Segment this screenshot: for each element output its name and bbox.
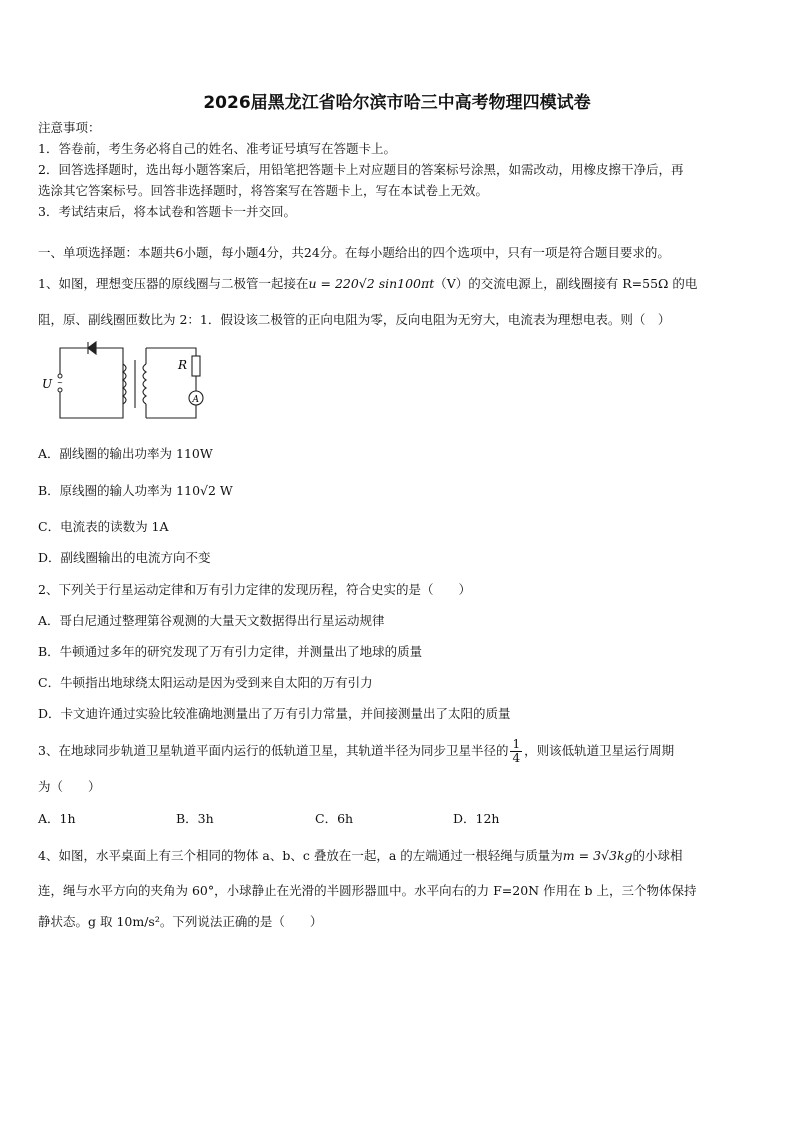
q1-option-c: C．电流表的读数为 1A: [38, 519, 169, 534]
q4-formula: m = 3√3kg: [562, 848, 633, 863]
q2-option-d: D．卡文迪许通过实验比较准确地测量出了万有引力常量，并间接测量出了太阳的质量: [38, 706, 511, 721]
q3-fraction-numerator: 1: [512, 737, 521, 751]
ammeter-label: A: [192, 395, 199, 405]
q3-stem-a: 3、在地球同步轨道卫星轨道平面内运行的低轨道卫星，其轨道半径为同步卫星半径的: [38, 743, 509, 758]
q3-stem-line1: [38, 734, 674, 768]
q3-stem-line2: 为（ ）: [38, 779, 101, 794]
q3-option-a: A．1h: [38, 811, 76, 826]
q1-option-d: D．副线圈输出的电流方向不变: [38, 550, 211, 565]
q4-stem-a: 4、如图，水平桌面上有三个相同的物体 a、b、c 叠放在一起，a 的左端通过一根轻绳与质量为: [38, 848, 563, 863]
notice-item-3: 3．考试结束后，将本试卷和答题卡一并交回。: [38, 204, 296, 219]
q1-option-b-unit: W: [215, 483, 233, 498]
ac-source-tilde: ~: [57, 379, 63, 387]
q3-fraction: [510, 738, 522, 765]
section-heading: 一、单项选择题：本题共6小题，每小题4分，共24分。在每小题给出的四个选项中，只有一项是符合题目要求的。: [38, 245, 670, 260]
transformer-circuit-diagram: [38, 338, 210, 428]
q2-option-a: A．哥白尼通过整理第谷观测的大量天文数据得出行星运动规律: [38, 613, 385, 628]
q1-option-a: A．副线圈的输出功率为 110W: [38, 446, 213, 461]
q1-stem-b: （V）的交流电源上，副线圈接有 R=55Ω 的电: [434, 276, 698, 291]
q1-stem-a: 1、如图，理想变压器的原线圈与二极管一起接在: [38, 276, 309, 291]
q3-stem-b: ，则该低轨道卫星运行周期: [524, 743, 675, 758]
q1-option-b: [38, 482, 233, 500]
q4-stem-line1: [38, 847, 683, 865]
q3-option-b: B．3h: [176, 811, 214, 826]
q1-stem-line2: 阻，原、副线圈匝数比为 2：1．假设该二极管的正向电阻为零，反向电阻为无穷大，电流表为理想电表。则（ ）: [38, 312, 671, 327]
q2-stem: 2、下列关于行星运动定律和万有引力定律的发现历程，符合史实的是（ ）: [38, 582, 471, 597]
q2-option-b: B．牛顿通过多年的研究发现了万有引力定律，并测量出了地球的质量: [38, 644, 423, 659]
page-title: 2026届黑龙江省哈尔滨市哈三中高考物理四模试卷: [203, 93, 591, 113]
q1-formula: u = 220√2 sin100πt: [308, 276, 435, 291]
resistor-label: R: [178, 358, 188, 372]
q1-option-b-text: B．原线圈的输人功率为 110: [38, 483, 201, 498]
q3-option-d: D．12h: [453, 811, 500, 826]
notice-item-2b: 选涂其它答案标号。回答非选择题时，将答案写在答题卡上，写在本试卷上无效。: [38, 183, 489, 198]
q1-option-b-radical: √2: [200, 483, 216, 498]
q2-option-c: C．牛顿指出地球绕太阳运动是因为受到来自太阳的万有引力: [38, 675, 373, 690]
q3-option-c: C．6h: [315, 811, 354, 826]
notice-heading: 注意事项：: [38, 120, 101, 135]
q1-stem-line1: [38, 275, 697, 293]
q4-stem-line3: 静状态。g 取 10m/s²。下列说法正确的是（ ）: [38, 914, 323, 929]
q4-stem-line2: 连，绳与水平方向的夹角为 60°，小球静止在光滑的半圆形器皿中。水平向右的力 F=20N 作用在 b 上，三个物体保持: [38, 883, 697, 898]
q3-fraction-denominator: 4: [512, 751, 521, 765]
source-label: U: [42, 377, 53, 391]
notice-item-2a: 2．回答选择题时，选出每小题答案后，用铅笔把答题卡上对应题目的答案标号涂黑，如需改动，用橡皮擦干净后，再: [38, 162, 684, 177]
notice-item-1: 1．答卷前，考生务必将自己的姓名、准考证号填写在答题卡上。: [38, 141, 396, 156]
q4-stem-b: 的小球相: [632, 848, 683, 863]
